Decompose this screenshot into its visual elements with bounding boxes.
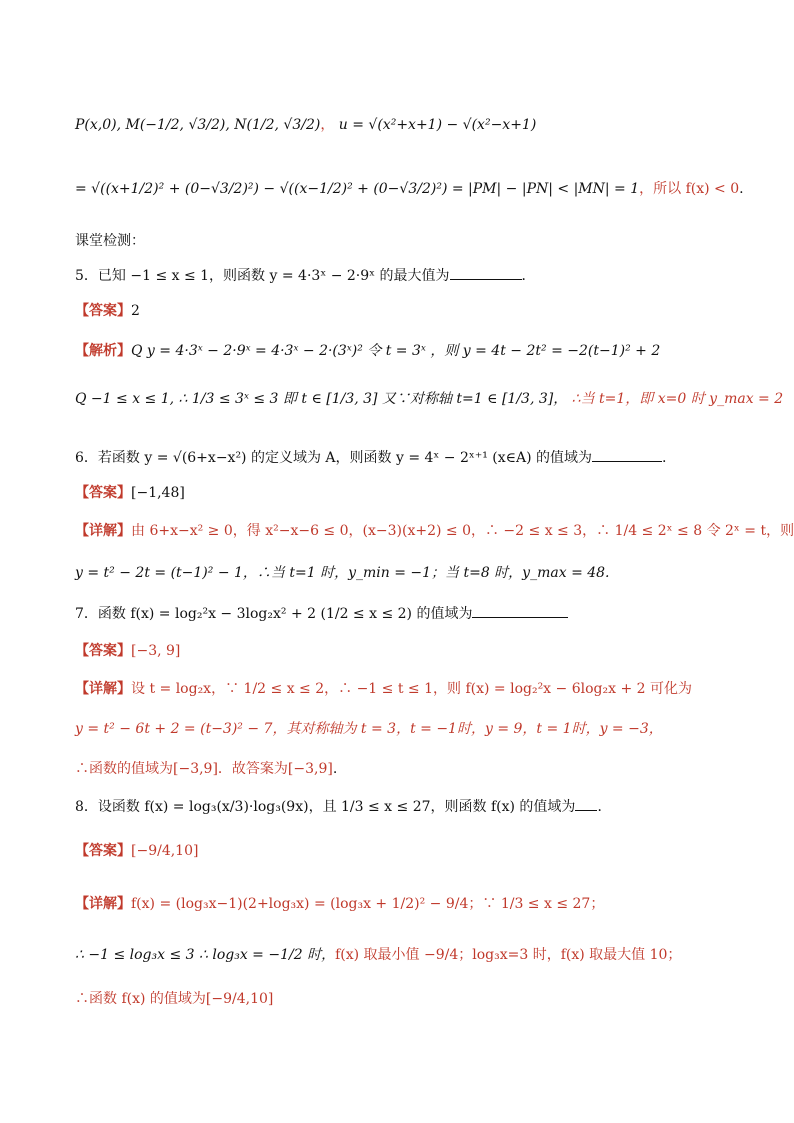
q7-detail-line1: 设 t = log₂x，∵ 1/2 ≤ x ≤ 2，∴ −1 ≤ t ≤ 1，则 f(x) = log₂²x − 6log₂x + 2 可化为 [131, 681, 692, 697]
q5-question [75, 265, 536, 287]
comma: ， [320, 117, 335, 133]
q5-answer-label: 【答案】 [75, 303, 131, 319]
q5-question-text: 5．已知 −1 ≤ x ≤ 1，则函数 y = 4·3ˣ − 2·9ˣ 的最大值为 [75, 268, 450, 284]
q6-detail-line2: y = t² − 2t = (t−1)² − 1，∴当 t=1 时，y_min = −1；当 t=8 时，y_max = 48. [75, 565, 610, 581]
q6-question-text: 6．若函数 y = √(6+x−x²) 的定义域为 A，则函数 y = 4ˣ − 2ˣ⁺¹ (x∈A) 的值域为 [75, 450, 593, 466]
points-definition: P(x,0), M(−1/2, √3/2), N(1/2, √3/2) [75, 117, 321, 133]
q8-question-text: 8．设函数 f(x) = log₃(x/3)·log₃(9x)，且 1/3 ≤ x ≤ 27，则函数 f(x) 的值域为 [75, 799, 576, 815]
q5-answer [75, 300, 140, 322]
conclusion: ，所以 f(x) < 0 [639, 181, 740, 197]
q8-answer-value: [−9/4,10] [131, 843, 199, 859]
q8-detail-line1: f(x) = (log₃x−1)(2+log₃x) = (log₃x + 1/2)² − 9/4；∵ 1/3 ≤ x ≤ 27； [131, 896, 605, 912]
q5-analysis-line2b: ∴当 t=1，即 x=0 时 y_max = 2 [571, 391, 784, 407]
q5-answer-blank [450, 265, 522, 280]
section-title: 课堂检测： [75, 233, 145, 249]
q8-question [75, 796, 611, 818]
q6-question [75, 447, 666, 469]
q7-answer-label: 【答案】 [75, 643, 131, 659]
q7-question [75, 603, 568, 625]
q7-detail-label: 【详解】 [75, 681, 131, 697]
top-line-1 [75, 114, 536, 136]
q7-answer-blank [472, 603, 568, 618]
q6-end: . [662, 450, 667, 466]
q5-analysis-line1: Q y = 4·3ˣ − 2·9ˣ = 4·3ˣ − 2·(3ˣ)² 令 t = 3ˣ ，则 y = 4t − 2t² = −2(t−1)² + 2 [131, 343, 661, 359]
q6-detail-2 [75, 562, 610, 584]
q5-answer-value: 2 [131, 303, 140, 319]
q8-end: ． [597, 799, 612, 815]
distance-expression: = √((x+1/2)² + (0−√3/2)²) − √((x−1/2)² + (0−√3/2)²) = |PM| − |PN| < |MN| = 1 [75, 181, 640, 197]
q6-answer-label: 【答案】 [75, 485, 131, 501]
q8-detail-line2a: ∴ −1 ≤ log₃x ≤ 3 ∴ log₃x = −1/2 时， [75, 947, 336, 963]
q8-answer-blank [575, 796, 597, 811]
q5-analysis-line2a: Q −1 ≤ x ≤ 1, ∴ 1/3 ≤ 3ˣ ≤ 3 即 t ∈ [1/3, 3] 又∵对称轴 t=1 ∈ [1/3, 3]， [75, 391, 568, 407]
q8-detail-2 [75, 944, 681, 966]
u-definition: u = √(x²+x+1) − √(x²−x+1) [338, 117, 537, 133]
q6-detail-1 [75, 520, 794, 542]
q7-detail-line3: ∴函数的值域为[−3,9]．故答案为[−3,9] [75, 761, 333, 777]
q7-answer [75, 640, 180, 662]
q8-detail-line2b: f(x) 取最小值 −9/4；log₃x=3 时，f(x) 取最大值 10； [335, 947, 682, 963]
q6-detail-line1: 由 6+x−x² ≥ 0，得 x²−x−6 ≤ 0，(x−3)(x+2) ≤ 0，∴ −2 ≤ x ≤ 3，∴ 1/4 ≤ 2ˣ ≤ 8 令 2ˣ = t，则 [131, 523, 794, 539]
q5-analysis-1 [75, 340, 660, 362]
q8-detail-label: 【详解】 [75, 896, 131, 912]
top-line-2 [75, 178, 744, 200]
q5-analysis-2 [75, 388, 783, 410]
q5-end: ． [521, 268, 536, 284]
q6-answer [75, 482, 185, 504]
q7-question-text: 7．函数 f(x) = log₂²x − 3log₂x² + 2 (1/2 ≤ x ≤ 2) 的值域为 [75, 606, 473, 622]
q7-detail-1 [75, 678, 692, 700]
q8-answer-label: 【答案】 [75, 843, 131, 859]
q6-answer-value: [−1,48] [131, 485, 185, 501]
q8-detail-3 [75, 988, 273, 1010]
q7-detail-end: . [332, 761, 338, 777]
period: . [739, 181, 744, 197]
q6-detail-label: 【详解】 [75, 523, 131, 539]
q8-detail-line3: ∴函数 f(x) 的值域为[−9/4,10] [75, 991, 274, 1007]
q7-detail-2 [75, 718, 663, 740]
q7-answer-value: [−3, 9] [131, 643, 181, 659]
q7-detail-3 [75, 758, 337, 780]
q8-detail-1 [75, 893, 604, 915]
q6-answer-blank [592, 447, 662, 462]
q7-detail-line2: y = t² − 6t + 2 = (t−3)² − 7，其对称轴为 t = 3，t = −1时，y = 9，t = 1时，y = −3， [75, 721, 663, 737]
q8-answer [75, 840, 198, 862]
q5-analysis-label: 【解析】 [75, 343, 131, 359]
